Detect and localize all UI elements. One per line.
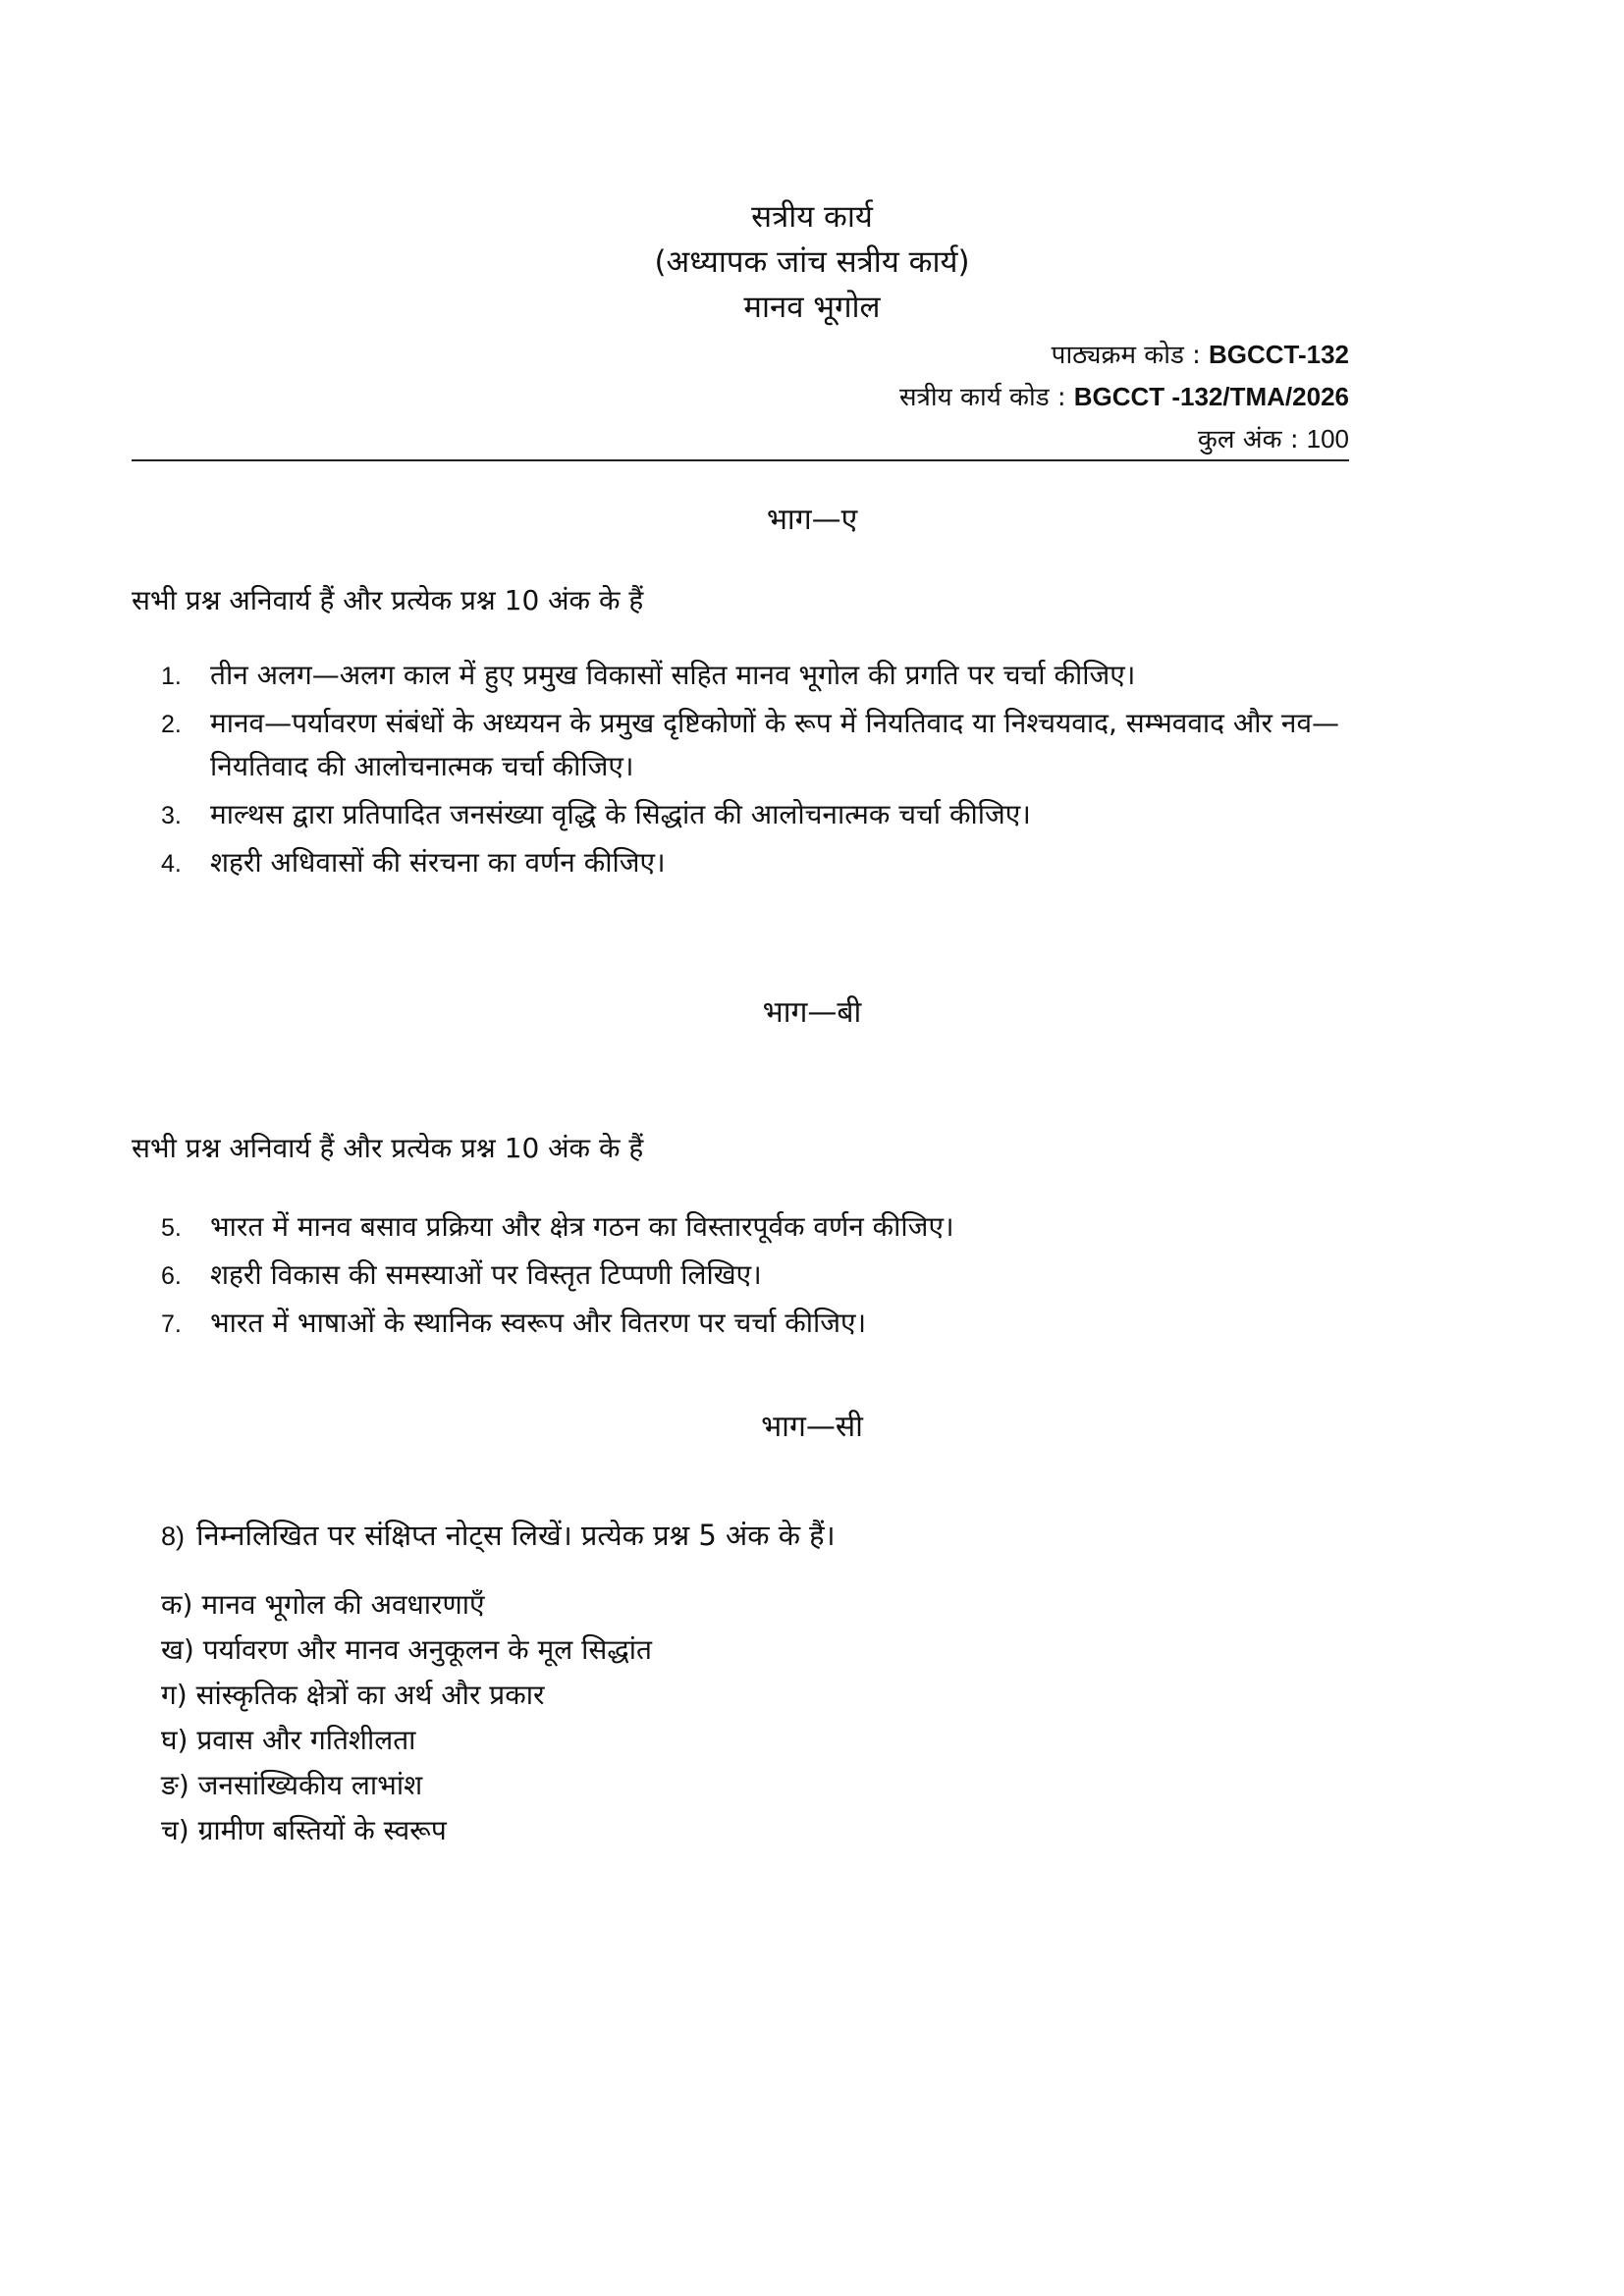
assignment-code-line (899, 376, 1349, 418)
note-item: घ) प्रवास और गतिशीलता (161, 1724, 416, 1756)
course-code-value: BGCCT-132 (1208, 340, 1349, 369)
document-subtitle: (अध्यापक जांच सत्रीय कार्य) (654, 244, 970, 280)
question-number: 6. (161, 1262, 182, 1290)
total-marks-label: कुल अंक : (1197, 425, 1299, 454)
question-text: भारत में मानव बसाव प्रक्रिया और क्षेत्र गठन का विस्तारपूर्वक वर्णन कीजिए। (210, 1210, 954, 1243)
note-item: च) ग्रामीण बस्तियों के स्वरूप (161, 1814, 447, 1846)
note-item: क) मानव भूगोल की अवधारणाएँ (161, 1588, 485, 1621)
course-code-label: पाठ्यक्रम कोड : (1051, 341, 1201, 370)
question-item (157, 1205, 1375, 1249)
part-c-question-text: निम्नलिखित पर संक्षिप्त नोट्स लिखें। प्रत्येक प्रश्न 5 अंक के हैं। (196, 1519, 836, 1552)
question-number: 2. (161, 711, 182, 738)
question-text: शहरी अधिवासों की संरचना का वर्णन कीजिए। (210, 846, 666, 879)
question-text: मानव—पर्यावरण संबंधों के अध्ययन के प्रमुख दृष्टिकोणों के रूप में नियतिवाद या निश्चयवाद, सम्भववाद और नव—नियतिवाद की आलोचनात्मक चर्चा कीजिए। (210, 707, 1340, 782)
document-title: सत्रीय कार्य (751, 199, 873, 235)
question-item (157, 702, 1375, 788)
question-number: 7. (161, 1310, 182, 1338)
question-number: 3. (161, 802, 182, 829)
question-item (157, 793, 1375, 836)
part-b-heading: भाग—बी (762, 995, 862, 1030)
part-c-question-number: 8) (161, 1522, 186, 1551)
question-text: माल्थस द्वारा प्रतिपादित जनसंख्या वृद्धि के सिद्धांत की आलोचनात्मक चर्चा कीजिए। (210, 798, 1031, 830)
note-item: ख) पर्यावरण और मानव अनुकूलन के मूल सिद्धांत (161, 1633, 652, 1666)
question-item (157, 654, 1375, 697)
assignment-code-value: BGCCT -132/TMA/2026 (1073, 382, 1349, 411)
question-text: शहरी विकास की समस्याओं पर विस्तृत टिप्पणी लिखिए। (210, 1258, 762, 1291)
question-item (157, 841, 1375, 884)
part-a-instruction: सभी प्रश्न अनिवार्य हैं और प्रत्येक प्रश्न 10 अंक के हैं (132, 584, 644, 616)
part-b-instruction: सभी प्रश्न अनिवार्य हैं और प्रत्येक प्रश्न 10 अंक के हैं (132, 1132, 644, 1164)
total-marks-value: 100 (1306, 424, 1349, 454)
question-item (157, 1302, 1375, 1345)
note-item: ग) सांस्कृतिक क्षेत्रों का अर्थ और प्रकार (161, 1679, 545, 1711)
part-c-heading: भाग—सी (761, 1410, 863, 1444)
course-code-line (899, 334, 1349, 376)
part-b-question-list (157, 1205, 1375, 1350)
part-c-question (161, 1514, 836, 1558)
short-notes-list (161, 1582, 652, 1853)
question-text: तीन अलग—अलग काल में हुए प्रमुख विकासों सहित मानव भूगोल की प्रगति पर चर्चा कीजिए। (210, 659, 1136, 691)
title-block (0, 194, 1624, 330)
part-a-question-list (157, 654, 1375, 889)
course-name: मानव भूगोल (743, 290, 881, 325)
meta-block (899, 334, 1349, 460)
total-marks-line (899, 418, 1349, 460)
question-number: 1. (161, 663, 182, 690)
part-a-heading: भाग—ए (766, 503, 858, 537)
assignment-code-label: सत्रीय कार्य कोड : (898, 383, 1066, 412)
note-item: ङ) जनसांख्यिकीय लाभांश (161, 1769, 423, 1801)
header-divider (132, 459, 1349, 461)
question-text: भारत में भाषाओं के स्थानिक स्वरूप और वितरण पर चर्चा कीजिए। (210, 1307, 867, 1339)
question-number: 5. (161, 1214, 182, 1242)
question-item (157, 1254, 1375, 1297)
question-number: 4. (161, 850, 182, 878)
